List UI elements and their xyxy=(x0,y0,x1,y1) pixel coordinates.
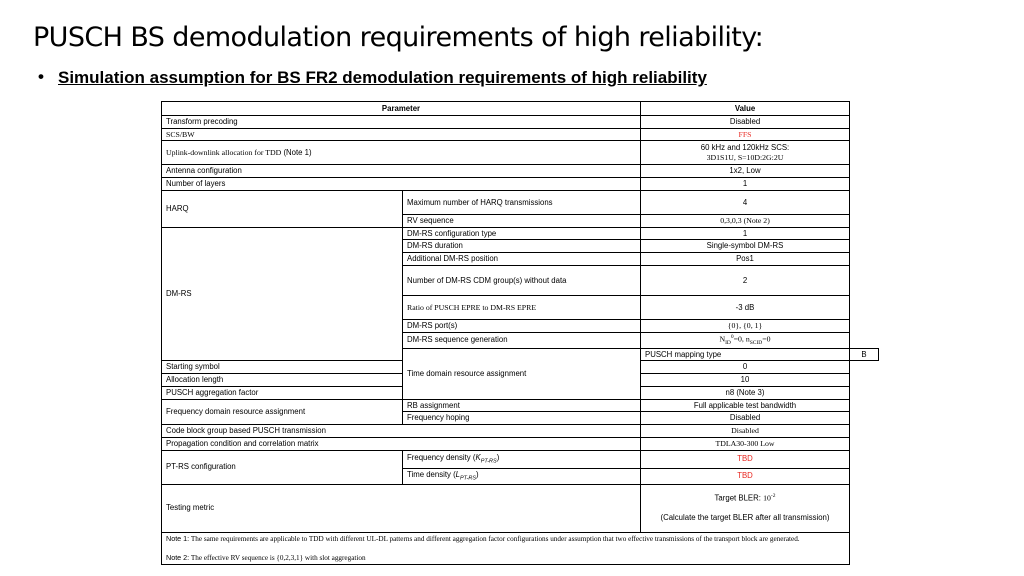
uldl-value-a: 60 kHz and 120kHz SCS: xyxy=(700,143,790,153)
row-value: Pos1 xyxy=(641,253,850,266)
group-label-harq: HARQ xyxy=(162,190,403,227)
ptrs-freq-sym: K xyxy=(475,452,481,462)
row-label xyxy=(162,141,641,165)
table-header-row xyxy=(162,102,879,116)
row-value: 10 xyxy=(641,374,850,387)
row-label: Antenna configuration xyxy=(162,165,641,178)
row-label: RB assignment xyxy=(403,399,641,412)
row-label: Maximum number of HARQ transmissions xyxy=(403,190,641,214)
row-label: PUSCH mapping type xyxy=(641,348,850,361)
header-value: Value xyxy=(641,102,850,116)
header-parameter: Parameter xyxy=(162,102,641,116)
row-label: RV sequence xyxy=(403,214,641,227)
row-label: Allocation length xyxy=(162,374,403,387)
row-label: Propagation condition and correlation matrix xyxy=(162,437,641,450)
row-label: Frequency hoping xyxy=(403,412,641,425)
row-value: B xyxy=(850,348,879,361)
table-row xyxy=(162,425,879,438)
table-row xyxy=(162,141,879,165)
uldl-value-b: 3D1S1U, S=10D:2G:2U xyxy=(706,152,784,162)
ptrs-time-sym: L xyxy=(455,469,461,479)
group-label-freq-domain: Frequency domain resource assignment xyxy=(162,399,403,424)
row-value: 0 xyxy=(641,361,850,374)
row-label xyxy=(403,468,641,484)
row-value: TBD xyxy=(641,468,850,484)
row-label: Testing metric xyxy=(162,484,641,532)
row-label: DM-RS port(s) xyxy=(403,319,641,332)
row-value: 1 xyxy=(641,178,850,191)
row-value: Disabled xyxy=(641,425,850,438)
notes-row xyxy=(162,532,879,564)
subtitle-text: Simulation assumption for BS FR2 demodulation requirements of high reliability xyxy=(58,68,707,87)
testing-target: Target BLER: xyxy=(714,493,761,503)
table-row xyxy=(162,165,879,178)
row-value xyxy=(641,332,850,348)
row-label xyxy=(403,450,641,468)
row-label: Transform precoding xyxy=(162,116,641,129)
row-value xyxy=(641,141,850,165)
table-row xyxy=(162,484,879,532)
group-label-ptrs: PT-RS configuration xyxy=(162,450,403,484)
row-label: DM-RS duration xyxy=(403,240,641,253)
row-value: -3 dB xyxy=(641,295,850,319)
row-value: Disabled xyxy=(641,412,850,425)
row-value: 0,3,0,3 (Note 2) xyxy=(641,214,850,227)
row-value: Full applicable test bandwidth xyxy=(641,399,850,412)
ptrs-time-post: ) xyxy=(476,469,479,479)
simulation-assumption-table xyxy=(161,101,879,565)
note2-text: The effective RV sequence is {0,2,3,1} with slot aggregation xyxy=(190,553,366,562)
seq-n-sup: 0 xyxy=(730,333,734,340)
testing-note: (Calculate the target BLER after all transmission) xyxy=(660,513,830,523)
seq-n-sub: ID xyxy=(725,339,731,346)
ptrs-freq-post: ) xyxy=(496,452,500,462)
row-label: DM-RS configuration type xyxy=(403,227,641,240)
ptrs-freq-pre: Frequency density ( xyxy=(407,452,476,462)
row-label: SCS/BW xyxy=(162,128,641,141)
row-label: PUSCH aggregation factor xyxy=(162,386,403,399)
table-row xyxy=(162,227,879,240)
row-value: Disabled xyxy=(641,116,850,129)
row-label: Number of layers xyxy=(162,178,641,191)
table-row xyxy=(162,399,879,412)
note2-prefix: Note 2: xyxy=(166,552,190,562)
table-row xyxy=(162,116,879,129)
row-value: 2 xyxy=(641,265,850,295)
row-label: Additional DM-RS position xyxy=(403,253,641,266)
seq-eq2: =0 xyxy=(762,334,771,344)
row-value: 1 xyxy=(641,227,850,240)
ptrs-time-sub: PT-RS xyxy=(460,475,477,482)
row-value: TBD xyxy=(641,450,850,468)
ptrs-time-pre: Time density ( xyxy=(407,469,456,479)
group-label-dmrs: DM-RS xyxy=(162,227,403,361)
note1-prefix: Note 1: xyxy=(166,533,190,543)
table-row xyxy=(162,178,879,191)
ptrs-freq-sub: PT-RS xyxy=(480,458,497,465)
bullet-icon: • xyxy=(38,67,44,86)
row-value: TDLA30-300 Low xyxy=(641,437,850,450)
row-value: n8 (Note 3) xyxy=(641,386,850,399)
row-value: Single-symbol DM-RS xyxy=(641,240,850,253)
uldl-note: (Note 1) xyxy=(283,148,312,158)
row-label: Code block group based PUSCH transmission xyxy=(162,425,641,438)
uldl-label: Uplink-downlink allocation for TDD xyxy=(166,148,282,158)
group-label-time-domain: Time domain resource assignment xyxy=(403,348,641,399)
table-row xyxy=(162,437,879,450)
seq-n: N xyxy=(719,334,726,344)
row-label: Ratio of PUSCH EPRE to DM-RS EPRE xyxy=(403,295,641,319)
row-value: {0}, {0, 1} xyxy=(641,319,850,332)
note1-text: The same requirements are applicable to TDD with different UL-DL patterns and different aggregation factor configurations under assumption that two effective transmissions of the transport block are generated. xyxy=(190,534,800,543)
table-row xyxy=(162,190,879,214)
row-value: 4 xyxy=(641,190,850,214)
seq-eq: =0, n xyxy=(733,334,750,344)
row-value: 1x2, Low xyxy=(641,165,850,178)
table-row xyxy=(162,450,879,468)
testing-exp-base: 10 xyxy=(763,493,771,503)
notes-cell xyxy=(162,532,850,564)
row-label: Number of DM-RS CDM group(s) without data xyxy=(403,265,641,295)
row-value: FFS xyxy=(641,128,850,141)
row-label: Starting symbol xyxy=(162,361,403,374)
row-value xyxy=(641,484,850,532)
seq-scid: SCID xyxy=(749,339,763,346)
testing-exp: -2 xyxy=(770,492,776,499)
page-title: PUSCH BS demodulation requirements of high reliability: xyxy=(33,22,764,53)
page-subtitle xyxy=(38,67,707,88)
row-label: DM-RS sequence generation xyxy=(403,332,641,348)
table-row xyxy=(162,128,879,141)
